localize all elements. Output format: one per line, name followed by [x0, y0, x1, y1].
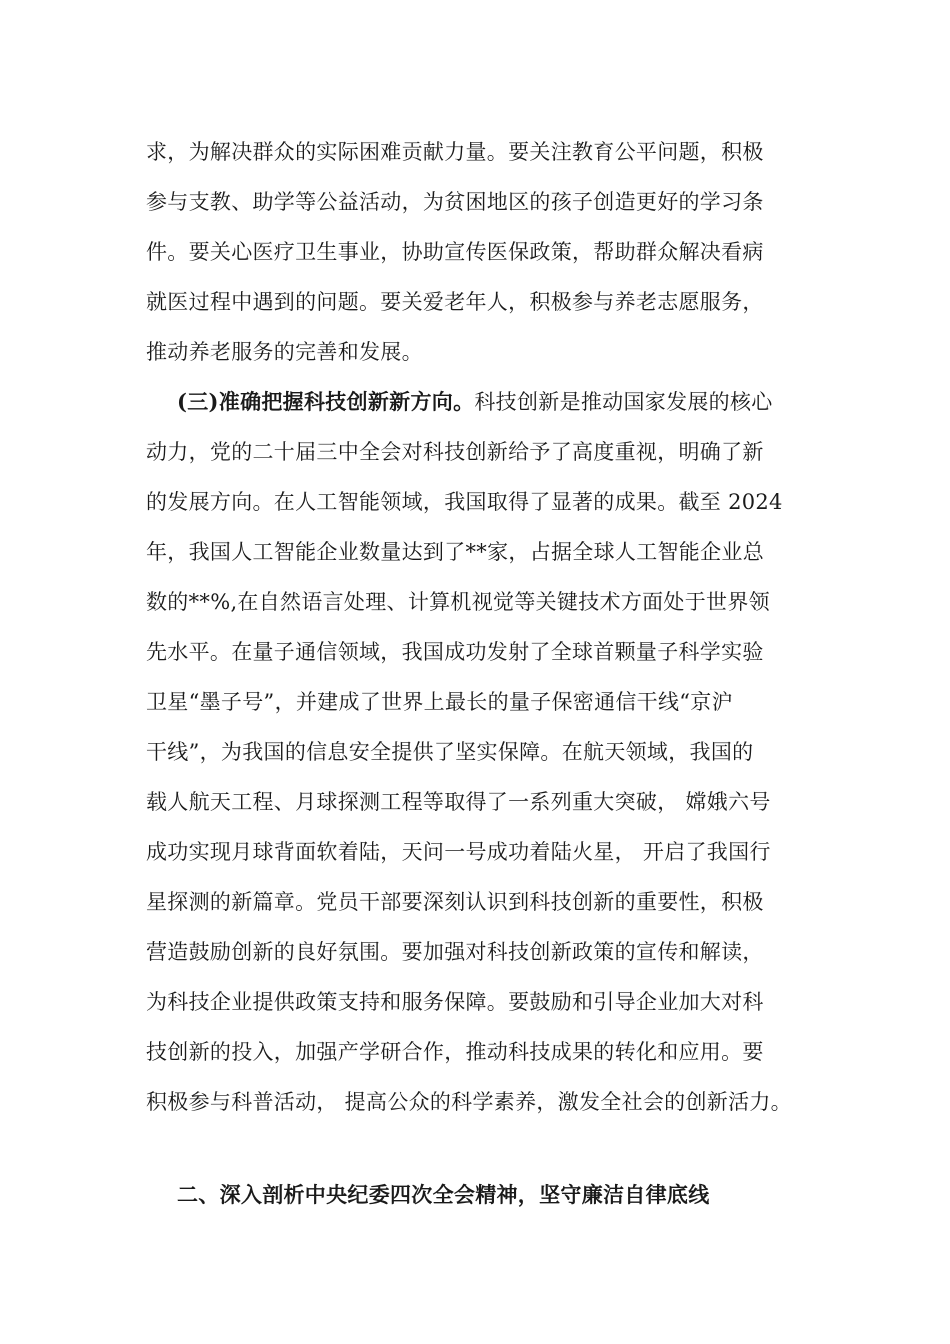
paragraph-line: 干线”，为我国的信息安全提供了坚实保障。在航天领域，我国的 — [146, 740, 754, 764]
paragraph-line: 星探测的新篇章。党员干部要深刻认识到科技创新的重要性，积极 — [146, 890, 764, 914]
section-heading: 二、深入剖析中央纪委四次全会精神，坚守廉洁自律底线 — [177, 1182, 710, 1207]
paragraph-text: 科技创新是推动国家发展的核心 — [474, 390, 773, 414]
paragraph-line: 载人航天工程、月球探测工程等取得了一系列重大突破， 嫦娥六号 — [146, 790, 771, 814]
paragraph-line: 积极参与科普活动， 提高公众的科学素养，激发全社会的创新活力。 — [146, 1090, 792, 1114]
paragraph-line: 就医过程中遇到的问题。要关爱老年人，积极参与养老志愿服务， — [146, 290, 764, 314]
paragraph-line: 卫星“墨子号”，并建成了世界上最长的量子保密通信干线“京沪 — [146, 690, 733, 714]
paragraph-line: 为科技企业提供政策支持和服务保障。要鼓励和引导企业加大对科 — [146, 990, 764, 1014]
paragraph-first-line — [177, 387, 773, 417]
paragraph-line: 的发展方向。在人工智能领域，我国取得了显著的成果。截至 2024 — [146, 490, 783, 514]
paragraph-line: 年，我国人工智能企业数量达到了**家，占据全球人工智能企业总 — [146, 540, 764, 564]
paragraph-line: 营造鼓励创新的良好氛围。要加强对科技创新政策的宣传和解读， — [146, 940, 764, 964]
subsection-heading: (三)准确把握科技创新新方向。 — [177, 389, 475, 414]
paragraph-line: 先水平。在量子通信领域，我国成功发射了全球首颗量子科学实验 — [146, 640, 764, 664]
paragraph-line: 成功实现月球背面软着陆，天问一号成功着陆火星， 开启了我国行 — [146, 840, 771, 864]
paragraph-line: 推动养老服务的完善和发展。 — [146, 340, 423, 364]
paragraph-line: 技创新的投入，加强产学研合作，推动科技成果的转化和应用。要 — [146, 1040, 764, 1064]
paragraph-line: 数的**%,在自然语言处理、计算机视觉等关键技术方面处于世界领 — [146, 590, 770, 614]
paragraph-line: 求，为解决群众的实际困难贡献力量。要关注教育公平问题，积极 — [146, 140, 764, 164]
paragraph-line: 动力，党的二十届三中全会对科技创新给予了高度重视，明确了新 — [146, 440, 764, 464]
paragraph-line: 参与支教、助学等公益活动，为贫困地区的孩子创造更好的学习条 — [146, 190, 764, 214]
paragraph-line: 件。要关心医疗卫生事业，协助宣传医保政策，帮助群众解决看病 — [146, 240, 764, 264]
